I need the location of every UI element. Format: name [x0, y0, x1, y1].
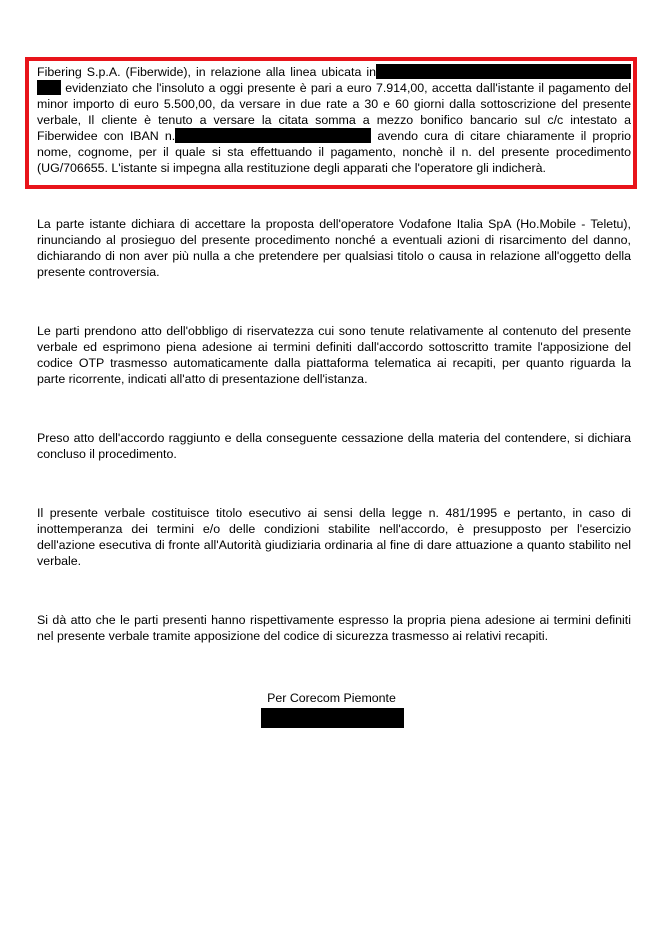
clause-text-part-2: evidenziato che l'insoluto a oggi presente è pari a euro 7.914,00, accetta dall'istante il pagamento del minor importo di euro 5.500,00, da versare in due rate a 30 e 60 giorni dalla sottoscrizione del presente verbale, Il cliente è tenuto a versare la citata somma a mezzo bonifico bancario sul c/c intestato a Fiberwidee con IBAN n. [37, 81, 631, 143]
redacted-address [376, 64, 631, 79]
adhesion-paragraph: Si dà atto che le parti presenti hanno rispettivamente espresso la propria piena adesione ai termini definiti nel presente verbale tramite apposizione del codice di sicurezza trasmesso ai relativi recapiti. [37, 613, 631, 643]
conclusion-paragraph: Preso atto dell'accordo raggiunto e della conseguente cessazione della materia del contendere, si dichiara concluso il procedimento. [37, 431, 631, 461]
redacted-signature-name [261, 708, 404, 728]
highlighted-clause-paragraph [37, 64, 631, 176]
signature-label: Per Corecom Piemonte [267, 691, 396, 705]
clause-text-part-1: Fibering S.p.A. (Fiberwide), in relazione alla linea ubicata in [37, 65, 376, 79]
redacted-iban [175, 128, 371, 143]
acceptance-paragraph: La parte istante dichiara di accettare la proposta dell'operatore Vodafone Italia SpA (Ho.Mobile - Teletu), rinunciando al prosieguo del presente procedimento nonché a eventuali azioni di risarcimento del danno, dichiarando di non aver più nulla a che pretendere per qualsiasi titolo o causa in relazione all'oggetto della presente controversia. [37, 217, 631, 279]
confidentiality-paragraph: Le parti prendono atto dell'obbligo di riservatezza cui sono tenute relativamente al contenuto del presente verbale ed esprimono piena adesione ai termini definiti dall'accordo sottoscritto tramite l'apposizione del codice OTP trasmesso automaticamente dalla piattaforma telematica ai recapiti, per quanto riguarda la parte ricorrente, indicati all'atto di presentazione dell'istanza. [37, 324, 631, 386]
enforceability-paragraph: Il presente verbale costituisce titolo esecutivo ai sensi della legge n. 481/1995 e pertanto, in caso di inottemperanza dei termini e/o delle condizioni stabilite nell'accordo, è presupposto per l'esercizio dell'azione esecutiva di fronte all'Autorità giudiziaria ordinaria al fine di dare attuazione a quanto stabilito nel verbale. [37, 506, 631, 568]
clause-text-part-3: avendo cura di citare chiaramente il proprio nome, cognome, per il quale si sta effettuando il pagamento, nonchè il n. del presente procedimento (UG/706655. L'istante si impegna alla restituzione degli apparati che l'operatore gli indicherà. [37, 129, 631, 175]
redacted-address-continuation [37, 80, 61, 95]
